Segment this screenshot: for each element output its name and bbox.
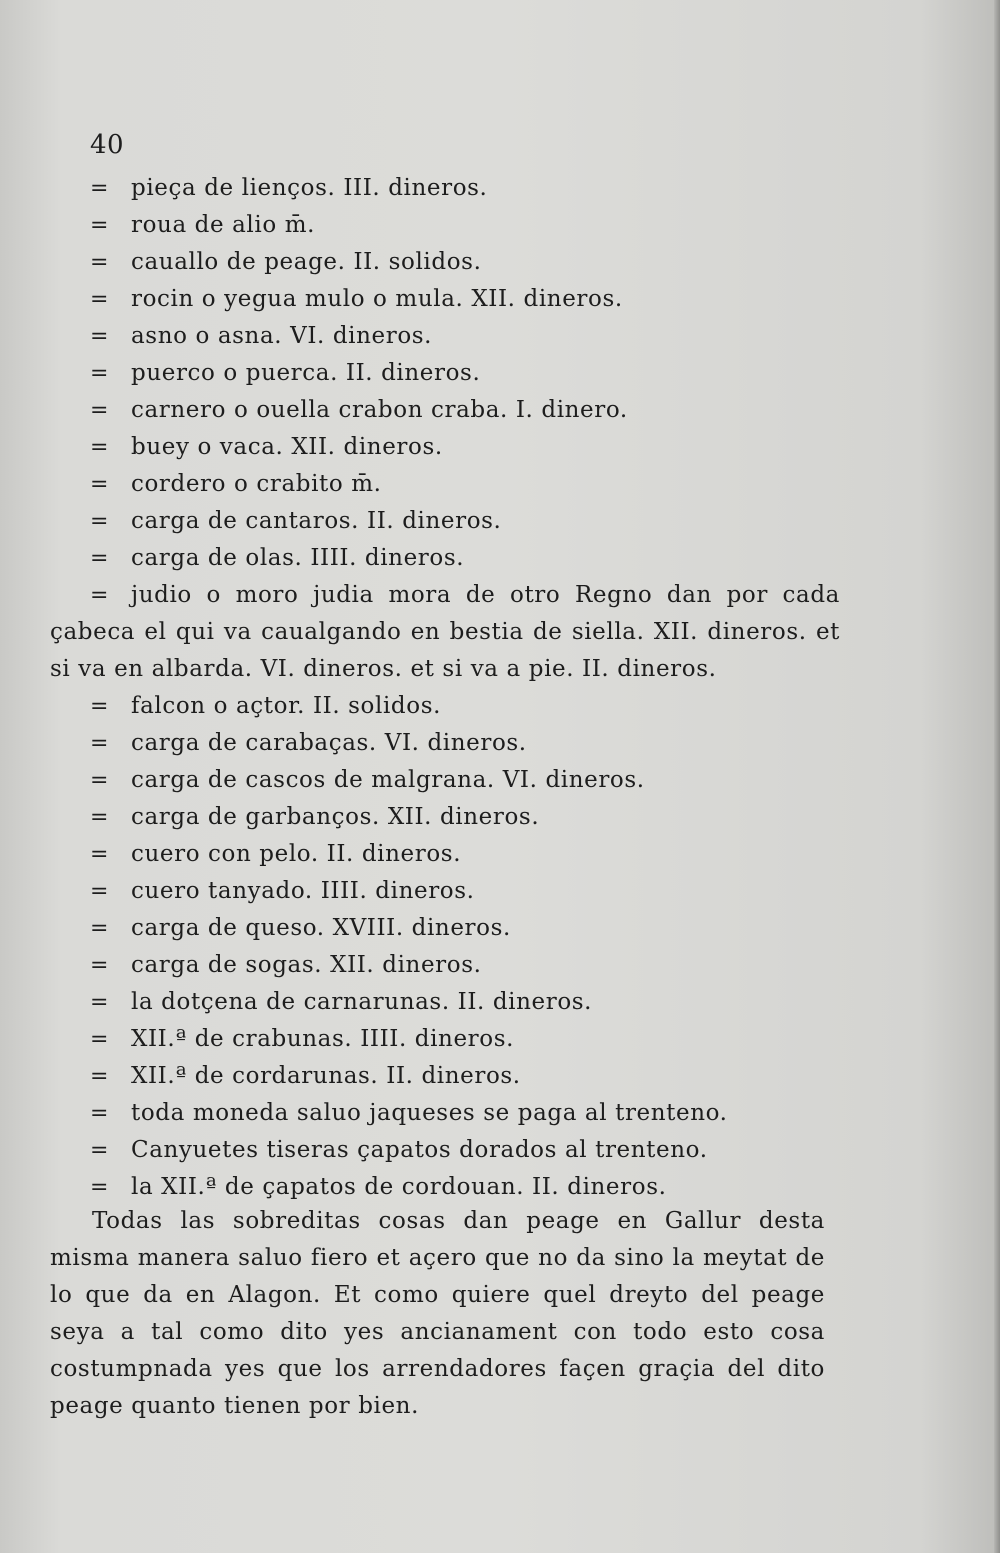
entry-marker: =: [90, 324, 109, 349]
entry-marker: =: [90, 953, 109, 978]
entry-text: judio o moro judia mora de otro Regno dan por cada çabeca el qui va caualgando en bestia de siella. XII. dineros. et si va en albarda. VI. dineros. et si va a pie. II. dineros.: [50, 582, 840, 682]
list-item: [0, 1095, 1000, 1132]
entry-marker: =: [90, 546, 109, 571]
entry-text: asno o asna. VI. dineros.: [131, 323, 433, 349]
list-item: [0, 503, 1000, 540]
entry-marker: =: [90, 287, 109, 312]
entry-text: puerco o puerca. II. dineros.: [131, 360, 481, 386]
entry-text: buey o vaca. XII. dineros.: [131, 434, 443, 460]
list-item: [0, 910, 1000, 947]
entry-marker: =: [90, 990, 109, 1015]
entry-marker: =: [90, 694, 109, 719]
toll-list: [0, 170, 1000, 1206]
list-item: [0, 1058, 1000, 1095]
closing-paragraph: Todas las sobreditas cosas dan peage en Gallur desta misma manera saluo fiero et açero que no da sino la meytat de lo que da en Alagon. Et como quiere quel dreyto del peage seya a tal como dito yes ancianament con todo esto cosa costumpnada yes que los arrendadores façen graçia del dito peage quanto tienen por bien.: [50, 1208, 825, 1419]
entry-text: carga de cantaros. II. dineros.: [131, 508, 502, 534]
list-item: [0, 540, 1000, 577]
entry-text: carga de carabaças. VI. dineros.: [131, 730, 527, 756]
list-item: [0, 947, 1000, 984]
entry-marker: =: [90, 176, 109, 201]
entry-marker: =: [90, 1101, 109, 1126]
entry-marker: =: [90, 213, 109, 238]
entry-text: cuero con pelo. II. dineros.: [131, 841, 462, 867]
entry-marker: =: [90, 509, 109, 534]
entry-marker: =: [90, 1064, 109, 1089]
entry-text: Canyuetes tiseras çapatos dorados al trenteno.: [131, 1137, 708, 1163]
entry-marker: =: [90, 1138, 109, 1163]
entry-text: cuero tanyado. IIII. dineros.: [131, 878, 475, 904]
list-item: [0, 1021, 1000, 1058]
entry-text: XII.ª de crabunas. IIII. dineros.: [131, 1026, 515, 1052]
entry-marker: =: [90, 1027, 109, 1052]
entry-text: roua de alio m̄.: [131, 212, 316, 238]
entry-text: carga de cascos de malgrana. VI. dineros.: [131, 767, 645, 793]
entry-text: carga de olas. IIII. dineros.: [131, 545, 465, 571]
list-item: [0, 170, 1000, 207]
entry-marker: =: [90, 879, 109, 904]
entry-text: la dotçena de carnarunas. II. dineros.: [131, 989, 593, 1015]
list-item: [0, 318, 1000, 355]
entry-marker: =: [90, 916, 109, 941]
list-item: [0, 1132, 1000, 1169]
entry-marker: =: [90, 1175, 109, 1200]
entry-text: la XII.ª de çapatos de cordouan. II. dineros.: [131, 1174, 667, 1200]
entry-marker: =: [90, 472, 109, 497]
entry-text: carga de sogas. XII. dineros.: [131, 952, 482, 978]
entry-text: cordero o crabito m̄.: [131, 471, 382, 497]
entry-text: toda moneda saluo jaqueses se paga al trenteno.: [131, 1100, 728, 1126]
entry-marker: =: [90, 361, 109, 386]
list-item: [0, 577, 1000, 688]
entry-text: carga de garbanços. XII. dineros.: [131, 804, 540, 830]
list-item: [0, 873, 1000, 910]
list-item: [0, 355, 1000, 392]
entry-marker: =: [90, 768, 109, 793]
entry-marker: =: [90, 435, 109, 460]
entry-text: rocin o yegua mulo o mula. XII. dineros.: [131, 286, 623, 312]
entry-marker: =: [90, 731, 109, 756]
list-item: [0, 244, 1000, 281]
entry-text: XII.ª de cordarunas. II. dineros.: [131, 1063, 521, 1089]
entry-text: falcon o açtor. II. solidos.: [131, 693, 442, 719]
page-number: 40: [90, 130, 125, 160]
entry-text: pieça de lienços. III. dineros.: [131, 175, 488, 201]
entry-marker: =: [90, 250, 109, 275]
entry-text: carga de queso. XVIII. dineros.: [131, 915, 511, 941]
entry-marker: =: [90, 805, 109, 830]
list-item: [0, 466, 1000, 503]
entry-marker: =: [90, 583, 109, 608]
list-item: [0, 762, 1000, 799]
list-item: [0, 281, 1000, 318]
entry-marker: =: [90, 842, 109, 867]
list-item: [0, 984, 1000, 1021]
list-item: [0, 799, 1000, 836]
list-item: [0, 688, 1000, 725]
entry-text: cauallo de peage. II. solidos.: [131, 249, 482, 275]
entry-text: carnero o ouella crabon craba. I. dinero.: [131, 397, 628, 423]
list-item: [0, 392, 1000, 429]
list-item: [0, 836, 1000, 873]
entry-marker: =: [90, 398, 109, 423]
list-item: [0, 207, 1000, 244]
list-item: [0, 1169, 1000, 1206]
list-item: [0, 429, 1000, 466]
list-item: [0, 725, 1000, 762]
